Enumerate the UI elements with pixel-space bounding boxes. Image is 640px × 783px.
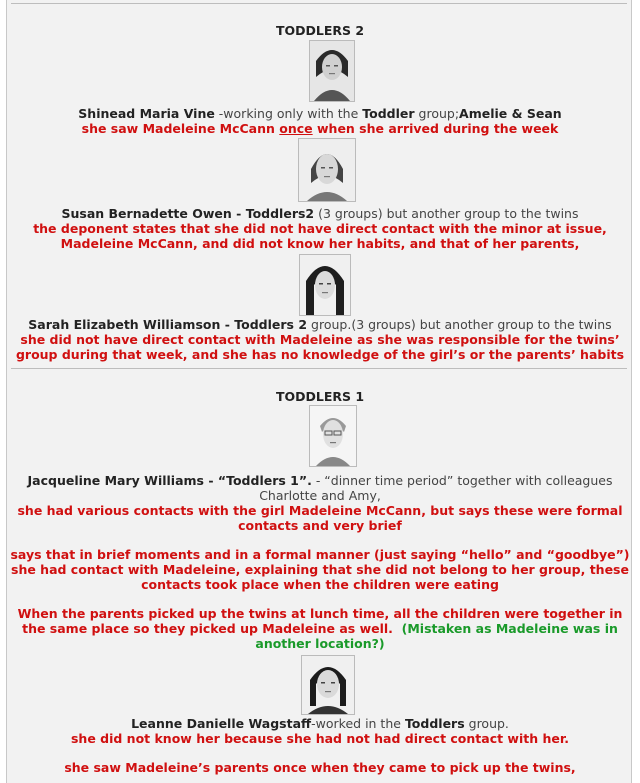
portrait-photo-shinead	[309, 40, 355, 102]
document-panel	[6, 0, 632, 783]
statement-with-note: the same place so they picked up Madeleine as well. (Mistaken as Madeleine was in	[22, 621, 618, 636]
statement-text: says that in brief moments and in a formal manner (just saying “hello” and “goodbye”)	[10, 547, 630, 562]
statement-text: she did not know her because she had not had direct contact with her.	[70, 731, 570, 746]
person-line-sarah: Sarah Elizabeth Williamson - Toddlers 2 group.(3 groups) but another group to the twins	[28, 317, 612, 332]
portrait-photo-jacqueline	[309, 405, 357, 467]
statement-text: Madeleine McCann, and did not know her habits, and that of her parents,	[60, 236, 580, 251]
statement-text: she had various contacts with the girl Madeleine McCann, but says these were formal	[17, 503, 623, 518]
statement-text: contacts took place when the children were eating	[141, 577, 499, 592]
statement-text: she saw Madeleine’s parents once when they came to pick up the twins,	[64, 760, 576, 775]
statement-text: she saw Madeleine McCann once when she arrived during the week	[81, 121, 559, 136]
person-name: Susan Bernadette Owen	[61, 206, 232, 221]
statement-text: the deponent states that she did not have direct contact with the minor at issue,	[33, 221, 607, 236]
editor-note: another location?)	[255, 636, 385, 651]
person-name: Leanne Danielle Wagstaff	[131, 716, 312, 731]
statement-text: she had contact with Madeleine, explaining that she did not belong to her group, these	[11, 562, 629, 577]
person-line-jacqueline: Jacqueline Mary Williams - “Toddlers 1”. - “dinner time period” together with colleagues	[27, 473, 613, 488]
statement-text: she did not have direct contact with Madeleine as she was responsible for the twins’	[20, 332, 620, 347]
person-name: Jacqueline Mary Williams	[27, 473, 204, 488]
person-line-shinead: Shinead Maria Vine -working only with the Toddler group;Amelie & Sean	[78, 106, 562, 121]
statement-text: When the parents picked up the twins at lunch time, all the children were together in	[17, 606, 623, 621]
editor-note: (Mistaken as Madeleine was in	[401, 621, 618, 636]
portrait-photo-leanne	[301, 655, 355, 715]
person-name: Sarah Elizabeth Williamson	[28, 317, 221, 332]
divider	[11, 3, 627, 4]
statement-text: group during that week, and she has no knowledge of the girl’s or the parents’ habits	[15, 347, 625, 362]
person-line-leanne: Leanne Danielle Wagstaff-worked in the Toddlers group.	[131, 716, 509, 731]
statement-text: contacts and very brief	[238, 518, 402, 533]
divider	[11, 368, 627, 369]
portrait-photo-sarah	[299, 254, 351, 316]
portrait-photo-susan	[298, 138, 356, 202]
person-line-susan: Susan Bernadette Owen - Toddlers2 (3 groups) but another group to the twins	[61, 206, 579, 221]
person-detail: Charlotte and Amy,	[259, 488, 381, 503]
person-name: Shinead Maria Vine	[78, 106, 215, 121]
section-heading-toddlers-2: TODDLERS 2	[275, 23, 365, 38]
section-heading-toddlers-1: TODDLERS 1	[275, 389, 365, 404]
